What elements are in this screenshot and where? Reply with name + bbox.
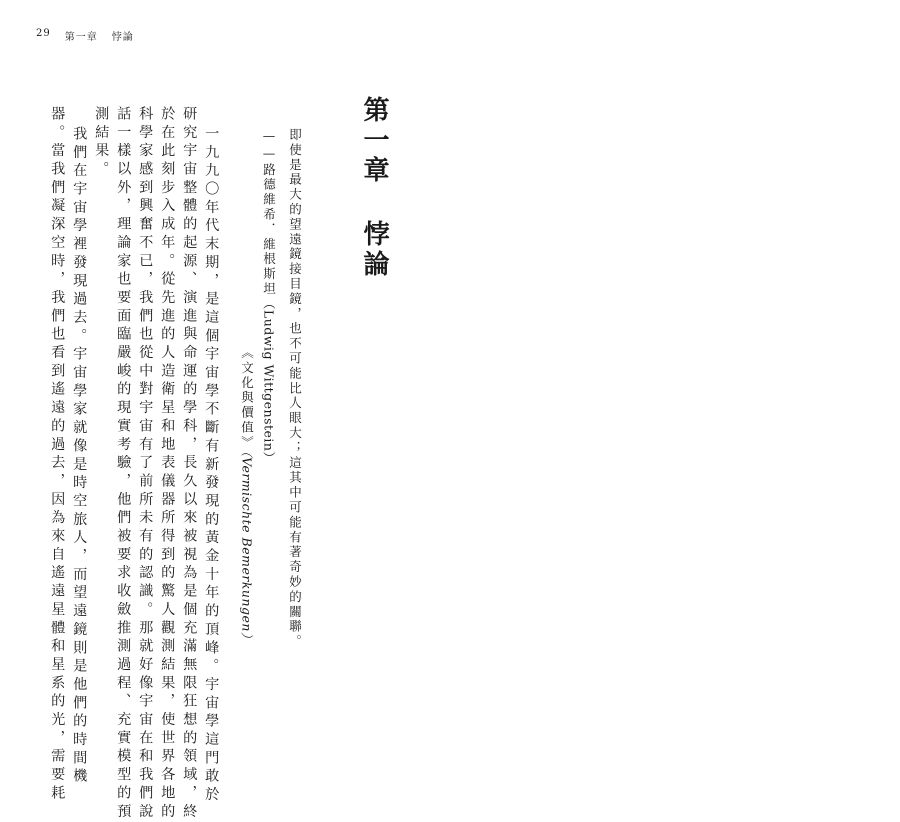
epigraph-work-latin: （Vermischte Bemerkungen） <box>239 450 255 645</box>
body-column-6: 測結果。 <box>93 106 110 180</box>
epigraph-author-latin: （Ludwig Wittgenstein） <box>261 296 277 465</box>
chapter-title: 第一章 悖論 <box>359 96 389 280</box>
body-column-8: 器。當我們凝深空時，我們也看到遙遠的過去，因為來自遙遠星體和星系的光，需要耗 <box>49 106 66 804</box>
body-column-2: 研究宇宙整體的起源、演進與命運的學科，長久以來被視為是個充滿無限狂想的領域，終 <box>181 106 198 822</box>
epigraph-author <box>262 128 275 464</box>
epigraph-dash: —— <box>261 128 277 163</box>
header-chapter-name: 悖論 <box>111 32 134 43</box>
body-column-5: 話一樣以外，理論家也要面臨嚴峻的現實考驗，他們被要求收斂推測過程、充實模型的預 <box>115 106 132 822</box>
header-chapter-label: 第一章 <box>64 32 98 43</box>
epigraph-author-cn: 路德維希．維根斯坦 <box>261 162 277 297</box>
body-column-7: 我們在宇宙學裡發現過去。宇宙學家就像是時空旅人，而望遠鏡則是他們的時間機 <box>71 126 88 787</box>
epigraph-source <box>240 346 253 645</box>
body-column-1: 一九九〇年代末期，是這個宇宙學不斷有新發現的黃金十年的頂峰。宇宙學這門敢於 <box>203 126 220 805</box>
body-column-3: 於在此刻步入成年。從先進的人造衛星和地表儀器所得到的驚人觀測結果，使世界各地的 <box>159 106 176 822</box>
page-number: 29 <box>36 28 51 39</box>
epigraph-quote: 即使是最大的望遠鏡接目鏡，也不可能比人眼大；這其中可能有著奇妙的關聯。 <box>287 128 303 650</box>
epigraph-work-cn: 《文化與價值》 <box>239 346 255 451</box>
body-column-4: 科學家感到興奮不已，我們也從中對宇宙有了前所未有的認識。那就好像宇宙在和我們說 <box>137 106 154 822</box>
running-header <box>36 28 134 43</box>
